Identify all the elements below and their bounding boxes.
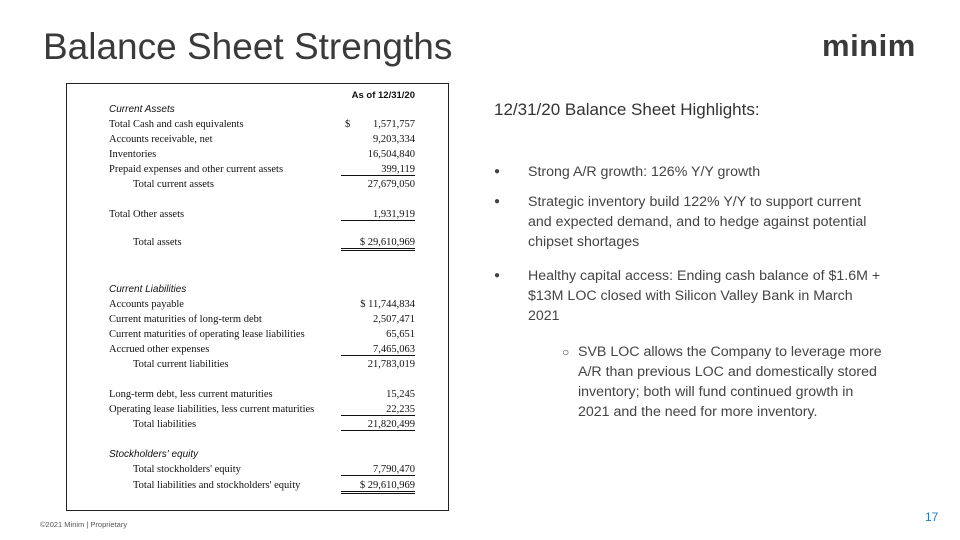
row-value: 16,504,840 — [367, 149, 415, 160]
row-label: Accounts receivable, net — [109, 134, 213, 145]
row-value: 2,507,471 — [373, 314, 415, 325]
column-header: As of 12/31/20 — [351, 90, 415, 101]
sub-bullet-text: SVB LOC allows the Company to leverage more A/R than previous LOC and domestically stored inventory; both will fund continued growth in 2021 and the need for more inventory. — [578, 344, 882, 420]
slide-title: Balance Sheet Strengths — [43, 26, 453, 67]
bullet-text: Strategic inventory build 122% Y/Y to support current and expected demand, and to hedge against potential chipset shortages — [528, 194, 867, 250]
total-value: 21,820,499 — [341, 419, 415, 431]
row-value: 15,245 — [386, 389, 415, 400]
total-label: Total assets — [133, 237, 182, 248]
total-label: Total current liabilities — [133, 359, 229, 370]
row-value: 7,465,063 — [341, 344, 415, 356]
row-value: $ 11,744,834 — [360, 299, 415, 310]
bullet-text: Healthy capital access: Ending cash balance of $1.6M + $13M LOC closed with Silicon Valley Bank in March 2021 — [528, 268, 881, 324]
row-label: Total Other assets — [109, 209, 185, 220]
total-value: 7,790,470 — [341, 464, 415, 476]
row-label: Total Cash and cash equivalents — [109, 119, 244, 130]
total-label: Total liabilities and stockholders' equity — [133, 480, 301, 491]
row-value: 1,931,919 — [341, 209, 415, 221]
footer-copyright: ©2021 Minim | Proprietary — [40, 520, 128, 529]
row-value: 22,235 — [341, 404, 415, 416]
row-value: 65,651 — [386, 329, 415, 340]
total-value: $ 29,610,969 — [341, 480, 415, 494]
row-value: 399,119 — [341, 164, 415, 176]
bullet-icon: ● — [494, 166, 501, 177]
bullet-icon: ● — [494, 270, 501, 281]
row-label: Inventories — [109, 149, 157, 160]
total-value: $ 29,610,969 — [341, 237, 415, 251]
row-value: 1,571,757 — [373, 119, 415, 130]
bullet-text: Strong A/R growth: 126% Y/Y growth — [528, 164, 761, 180]
equity-heading: Stockholders' equity — [109, 449, 199, 460]
page-number: 17 — [925, 510, 939, 524]
total-value: 27,679,050 — [367, 179, 415, 190]
row-label: Prepaid expenses and other current assets — [109, 164, 284, 175]
currency-symbol: $ — [345, 119, 351, 130]
row-label: Accrued other expenses — [109, 344, 210, 355]
row-label: Current maturities of long-term debt — [109, 314, 262, 325]
total-value: 21,783,019 — [367, 359, 415, 370]
current-liabilities-heading: Current Liabilities — [109, 284, 187, 295]
row-label: Accounts payable — [109, 299, 184, 310]
row-value: 9,203,334 — [373, 134, 415, 145]
sub-bullet-icon: ○ — [562, 345, 570, 359]
highlights-title: 12/31/20 Balance Sheet Highlights: — [494, 100, 760, 119]
current-assets-heading: Current Assets — [109, 104, 175, 115]
row-label: Long-term debt, less current maturities — [109, 389, 273, 400]
total-label: Total stockholders' equity — [133, 464, 241, 475]
row-label: Current maturities of operating lease liabilities — [109, 329, 305, 340]
total-label: Total current assets — [133, 179, 214, 190]
total-label: Total liabilities — [133, 419, 197, 430]
minim-logo: minim — [822, 28, 916, 63]
row-label: Operating lease liabilities, less current maturities — [109, 404, 315, 415]
balance-sheet-table — [66, 83, 449, 511]
bullet-icon: ● — [494, 196, 501, 207]
